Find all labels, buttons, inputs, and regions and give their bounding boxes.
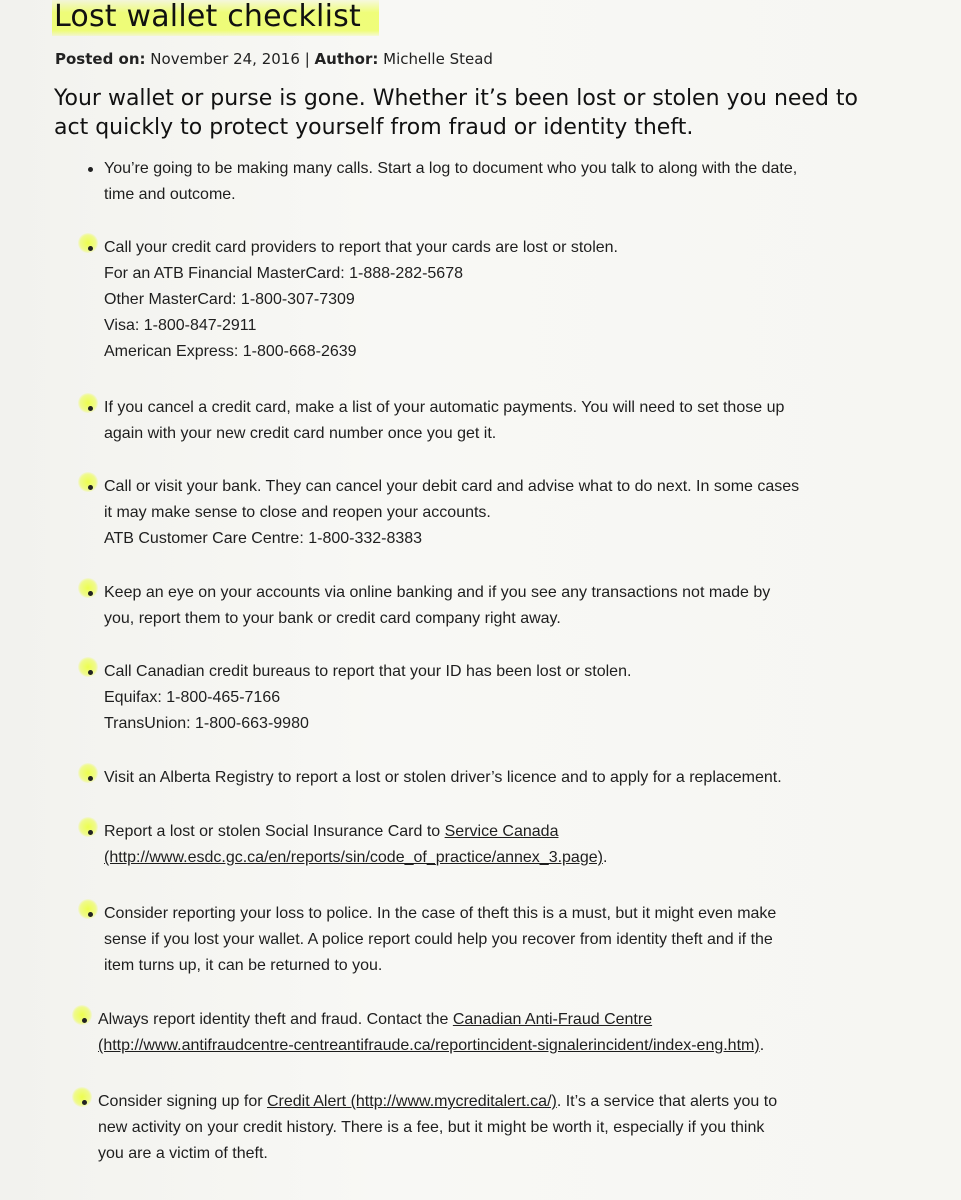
item-text: You’re going to be making many calls. Start a log to document who you talk to along with the date, [104,160,798,177]
posted-label: Posted on: [55,50,146,68]
item-text: Always report identity theft and fraud. Contact the [98,1011,453,1028]
lead-line: act quickly to protect yourself from fraud or identity theft. [54,115,694,140]
item-text: . [759,1037,765,1054]
checklist-item [76,1089,926,1167]
service-canada-url-link[interactable]: (http://www.esdc.gc.ca/en/reports/sin/code_of_practice/annex_3.page) [104,849,603,866]
item-text: ATB Customer Care Centre: 1-800-332-8383 [104,530,423,547]
author-name: Michelle Stead [383,50,493,68]
checklist-item [82,659,932,737]
item-text: Visa: 1-800-847-2911 [104,317,257,334]
item-text: For an ATB Financial MasterCard: 1-888-282-5678 [104,265,463,282]
lead-paragraph [54,84,934,142]
lead-line: Your wallet or purse is gone. Whether it’s been lost or stolen you need to [54,86,858,111]
item-text: it may make sense to close and reopen your accounts. [104,504,491,521]
item-text: Visit an Alberta Registry to report a lost or stolen driver’s licence and to apply for a replacement. [104,769,782,786]
credit-alert-link[interactable]: Credit Alert (http://www.mycreditalert.ca/) [266,1093,557,1110]
item-text: Consider signing up for [98,1093,267,1110]
item-text: Keep an eye on your accounts via online banking and if you see any transactions not made by [104,584,771,601]
item-text: time and outcome. [104,186,236,203]
item-text: Call your credit card providers to report that your cards are lost or stolen. [104,239,618,256]
anti-fraud-centre-url-link[interactable]: (http://www.antifraudcentre-centreantifraude.ca/reportincident-signalerincident/index-eng.htm) [98,1037,760,1054]
service-canada-link[interactable]: Service Canada [444,823,559,840]
checklist-item [82,819,932,871]
item-text: Consider reporting your loss to police. In the case of theft this is a must, but it might even make [104,905,777,922]
post-meta [55,50,493,68]
item-text: item turns up, it can be returned to you. [104,957,383,974]
item-text: American Express: 1-800-668-2639 [104,343,357,360]
anti-fraud-centre-link[interactable]: Canadian Anti-Fraud Centre [452,1011,653,1028]
item-text: Call or visit your bank. They can cancel your debit card and advise what to do next. In some cases [104,478,800,495]
item-text: Equifax: 1-800-465-7166 [104,689,281,706]
item-text: If you cancel a credit card, make a list of your automatic payments. You will need to set those up [104,399,785,416]
checklist-item [76,1007,926,1059]
item-text: you are a victim of theft. [98,1145,268,1162]
item-text: Other MasterCard: 1-800-307-7309 [104,291,355,308]
checklist-item [82,765,932,791]
item-text: Call Canadian credit bureaus to report that your ID has been lost or stolen. [104,663,632,680]
checklist-item [82,235,932,365]
checklist-item [82,474,932,552]
item-text: TransUnion: 1-800-663-9980 [104,715,309,732]
item-text: again with your new credit card number once you get it. [104,425,497,442]
checklist-item [82,395,932,447]
posted-date: November 24, 2016 [150,50,300,68]
item-text: new activity on your credit history. There is a fee, but it might be worth it, especially if you think [98,1119,765,1136]
item-text: Report a lost or stolen Social Insurance Card to [104,823,445,840]
checklist-item [82,901,932,979]
author-label: Author: [314,50,379,68]
meta-separator: | [304,50,310,68]
checklist-item [82,156,932,208]
item-text: you, report them to your bank or credit card company right away. [104,610,561,627]
page-title: Lost wallet checklist [52,0,379,36]
checklist-item [82,580,932,632]
item-text: . It’s a service that alerts you to [556,1093,778,1110]
item-text: sense if you lost your wallet. A police report could help you recover from identity theft and if the [104,931,773,948]
item-text: . [602,849,608,866]
